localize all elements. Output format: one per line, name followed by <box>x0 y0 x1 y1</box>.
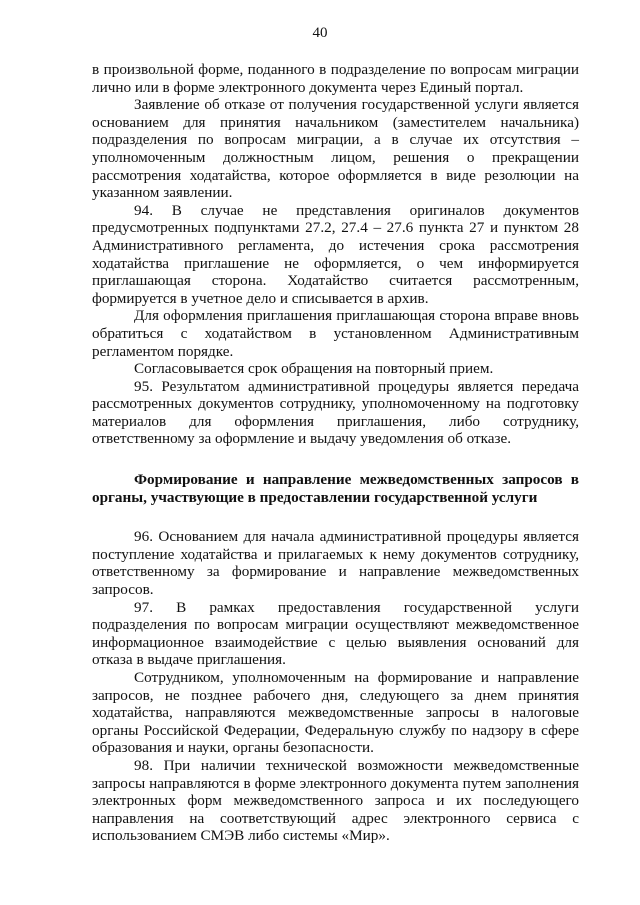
paragraph-item-97: 97. В рамках предоставления государственной услуги подразделения по вопросам миграции осуществляют межведомственное информационное взаимодействие с целью выявления оснований для отказа в выдаче приглашения. <box>92 598 579 669</box>
paragraph-repeat-appointment: Согласовывается срок обращения на повторный прием. <box>134 360 494 378</box>
section-heading: Формирование и направление межведомственных запросов в органы, участвующие в предоставлении государственной услуги <box>92 471 579 506</box>
paragraph-item-98: 98. При наличии технической возможности межведомственные запросы направляются в форме электронного документа путем заполнения электронных форм межведомственного запроса и их последующего направления на соответствующий адрес электронного сервиса с использованием СМЭВ либо системы «Мир». <box>92 756 579 845</box>
paragraph-item-95: 95. Результатом административной процедуры является передача рассмотренных документов сотруднику, уполномоченному на подготовку материалов для оформления приглашения, либо сотруднику, ответственному за оформление и выдачу уведомления об отказе. <box>92 377 579 448</box>
paragraph-continuation: в произвольной форме, поданного в подразделение по вопросам миграции лично или в форме электронного документа через Единый портал. <box>92 61 579 96</box>
page-number: 40 <box>312 25 328 41</box>
paragraph-refusal-statement: Заявление об отказе от получения государственной услуги является основанием для принятия начальником (заместителем начальника) подразделения по вопросам миграции, а в случае их отсутствия – уполномоченным должностным лицом, решения о прекращении рассмотрения ходатайства, которое оформляется в виде резолюции на указанном заявлении. <box>92 96 579 202</box>
paragraph-requests: Сотрудником, уполномоченным на формирование и направление запросов, не позднее рабочего дня, следующего за днем принятия ходатайства, направляются межведомственные запросы в налоговые органы Российской Федерации, Федеральную службу по надзору в сфере образования и науки, органы безопасности. <box>92 669 579 757</box>
paragraph-item-96: 96. Основанием для начала административной процедуры является поступление ходатайства и прилагаемых к нему документов сотруднику, ответственному за формирование и направление межведомственных запросов. <box>92 528 579 599</box>
document-body <box>92 61 579 845</box>
paragraph-item-94: 94. В случае не представления оригиналов документов предусмотренных подпунктами 27.2, 27.4 – 27.6 пункта 27 и пунктом 28 Административного регламента, до истечения срока рассмотрения ходатайства приглашение не оформляется, о чем информируется приглашающая сторона. Ходатайство считается рассмотренным, формируется в учетное дело и списывается в архив. <box>92 201 579 307</box>
paragraph-reapply: Для оформления приглашения приглашающая сторона вправе вновь обратиться с ходатайством в установленном Административным регламентом порядке. <box>92 307 579 360</box>
